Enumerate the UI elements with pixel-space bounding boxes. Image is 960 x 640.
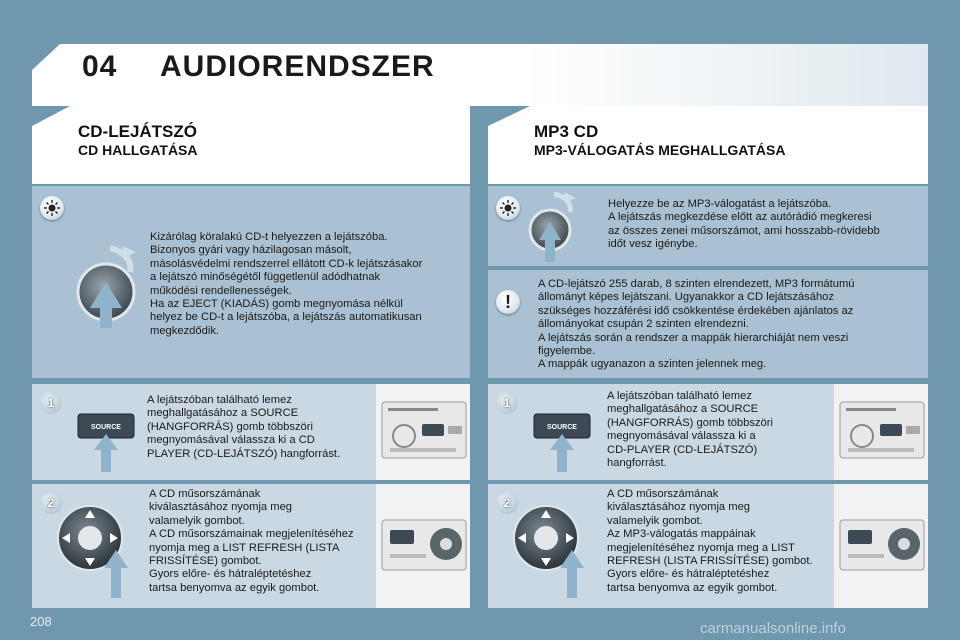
radio-unit-image (376, 484, 470, 608)
right-step1-panel (488, 384, 928, 480)
svg-text:SOURCE: SOURCE (91, 424, 121, 431)
eject-knob-icon (524, 190, 584, 264)
left-step1-panel (32, 384, 470, 480)
page-number: 208 (30, 614, 52, 629)
radio-unit-image (376, 384, 470, 480)
right-section-subtitle: MP3-VÁLOGATÁS MEGHALLGATÁSA (534, 142, 786, 158)
radio-unit-image (834, 484, 928, 608)
right-section-title: MP3 CD (534, 122, 599, 141)
watermark: carmanualsonline.info (700, 620, 846, 637)
direction-pad-icon (512, 492, 608, 602)
light-tip-icon (496, 196, 520, 220)
svg-text:SOURCE: SOURCE (547, 424, 577, 431)
step-two-badge: 2 (40, 492, 62, 514)
left-step1-text: A lejátszóban található lemez meghallgatásához a SOURCE (HANGFORRÁS) gomb többszöri megnyomásával válassza ki a CD PLAYER (CD-LEJÁTSZÓ) hangforrást. (147, 394, 341, 460)
left-section-subtitle: CD HALLGATÁSA (78, 142, 198, 158)
left-step2-text: A CD műsorszámának kiválasztásához nyomja meg valamelyik gombot. A CD műsorszámainak megjelenítéséhez nyomja meg a LIST REFRESH (LISTA FRISSÍTÉSE) gombot. Gyors előre- és hátraléptetéshez tartsa benyomva az egyik gombot. (149, 488, 354, 594)
right-step2-text: A CD műsorszámának kiválasztásához nyomja meg valamelyik gombot. Az MP3-válogatás mappáinak megjelenítéséhez nyomja meg a LIST REFRESH (LISTA FRISSÍTÉSE) gombot. Gyors előre- és hátraléptetéshez tartsa benyomva az egyik gombot. (607, 488, 813, 594)
direction-pad-icon (56, 492, 152, 602)
left-step2-panel (32, 484, 470, 608)
right-step2-panel (488, 484, 928, 608)
right-step1-text: A lejátszóban található lemez meghallgatásához a SOURCE (HANGFORRÁS) gomb többszöri megnyomásával válassza ki a CD-PLAYER (CD-LEJÁTSZÓ) hangforrást. (607, 390, 773, 470)
step-one-badge: 1 (496, 392, 518, 414)
step-one-badge: 1 (40, 392, 62, 414)
radio-unit-image (834, 384, 928, 480)
right-info-panel (488, 186, 928, 266)
left-section-title: CD-LEJÁTSZÓ (78, 122, 197, 141)
left-info-text: Kizárólag köralakú CD-t helyezzen a lejátszóba. Bizonyos gyári vagy házilagosan másolt, másolásvédelmi rendszerrel ellátott CD-k lejátszásakor a lejátszó minőségétől függetlenül adódhatnak működési rendellenességek. Ha az EJECT (KIADÁS) gomb megnyomása nélkül helyez be CD-t a lejátszóba, a lejátszás automatikusan megkezdődik. (150, 231, 423, 337)
light-tip-icon (40, 196, 64, 220)
eject-knob-icon (66, 242, 146, 332)
left-info-panel (32, 186, 470, 378)
warning-icon: ! (496, 290, 520, 314)
right-warning-panel (488, 270, 928, 378)
step-two-badge: 2 (496, 492, 518, 514)
right-info-text: Helyezze be az MP3-válogatást a lejátszóba. A lejátszás megkezdése előtt az autórádió megkeresi az összes zenei műsorszámot, ami hosszabb-rövidebb időt vesz igénybe. (608, 198, 880, 251)
right-warning-text: A CD-lejátszó 255 darab, 8 szinten elrendezett, MP3 formátumú állományt képes lejátszani. Ugyanakkor a CD lejátszásához szükséges hozzáférési idő csökkentése érdekében ajánlatos az állományokat csupán 2 szinten elrendezni. A lejátszás során a rendszer a mappák hierarchiáját nem veszi figyelembe. A mappák ugyanazon a szinten jelennek meg. (538, 278, 855, 371)
page-title: AUDIORENDSZER (160, 50, 435, 83)
source-button-icon (72, 398, 152, 474)
chapter-number: 04 (82, 50, 118, 83)
source-button-icon (528, 398, 608, 474)
